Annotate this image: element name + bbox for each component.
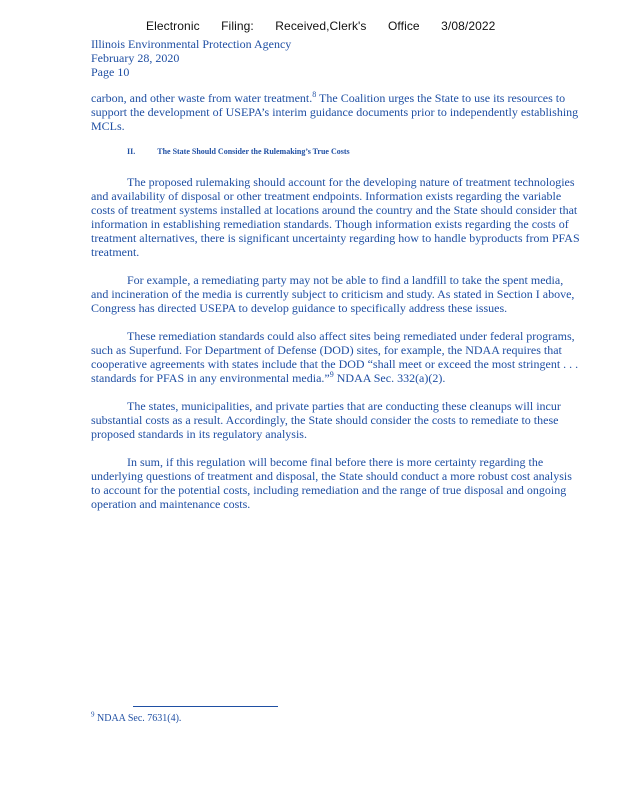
footnote-ref-9: 9	[329, 370, 334, 379]
stamp-filing: Filing:	[221, 19, 254, 33]
filing-stamp	[146, 19, 495, 33]
section-number: II.	[127, 147, 136, 156]
paragraph-continuation	[91, 91, 583, 133]
stamp-date: 3/08/2022	[441, 19, 496, 33]
footnote-mark: 9	[91, 710, 95, 719]
paragraph-continuation-text-2: The Coalition urges the State to use its resources to support the development of USEPA’s interim guidance documents prior to independently establishing MCLs.	[91, 91, 579, 133]
stamp-office: Office	[387, 19, 420, 33]
stamp-received-clerks: Received,Clerk's	[275, 19, 367, 33]
footnote-text: NDAA Sec. 7631(4).	[94, 713, 182, 724]
section-title: The State Should Consider the Rulemaking’s True Costs	[157, 147, 350, 156]
footnote-divider	[133, 706, 278, 707]
paragraph-substantial-costs: The states, municipalities, and private parties that are conducting these cleanups will incur substantial costs as a result. Accordingly, the State should consider the costs to remediate to these proposed standards in its regulatory analysis.	[91, 399, 561, 441]
paragraph-federal-programs-text: These remediation standards could also affect sites being remediated under federal programs, such as Superfund. For Department of Defense (DOD) sites, for example, the NDAA requires that cooperative agreements with states include that the DOD “shall meet or exceed the most stringent . . . standards for PFAS in any environmental media.”	[91, 329, 579, 385]
header-agency: Illinois Environmental Protection Agency	[91, 37, 292, 51]
footnote	[91, 710, 182, 725]
paragraph-federal-programs	[91, 329, 583, 385]
header-page: Page 10	[91, 65, 130, 79]
footnote-ref-8: 8	[312, 90, 317, 99]
document-body	[91, 91, 583, 525]
paragraph-treatment-costs: The proposed rulemaking should account for the developing nature of treatment technologies and availability of disposal or other treatment endpoints. Information exists regarding the variable costs of treatment systems installed at locations around the country and the State should consider that information in establishing remediation standards. Though information exists regarding the costs of treatment alternatives, there is significant uncertainty regarding how to handle byproducts from PFAS treatment.	[91, 175, 580, 259]
paragraph-example-landfill: For example, a remediating party may not be able to find a landfill to take the spent media, and incineration of the media is currently subject to criticism and study. As stated in Section I above, Congress has directed USEPA to develop guidance to specifically address these issues.	[91, 273, 575, 315]
paragraph-in-sum: In sum, if this regulation will become final before there is more certainty regarding the underlying questions of treatment and disposal, the State should conduct a more robust cost analysis to account for the potential costs, including remediation and the range of true disposal and ongoing operation and maintenance costs.	[91, 455, 572, 511]
stamp-electronic: Electronic	[146, 19, 200, 33]
header-date: February 28, 2020	[91, 51, 180, 65]
page-header	[91, 37, 291, 79]
paragraph-federal-programs-text-2: NDAA Sec. 332(a)(2).	[333, 371, 446, 385]
paragraph-continuation-text: carbon, and other waste from water treatment.	[91, 91, 313, 105]
section-heading	[127, 147, 583, 157]
